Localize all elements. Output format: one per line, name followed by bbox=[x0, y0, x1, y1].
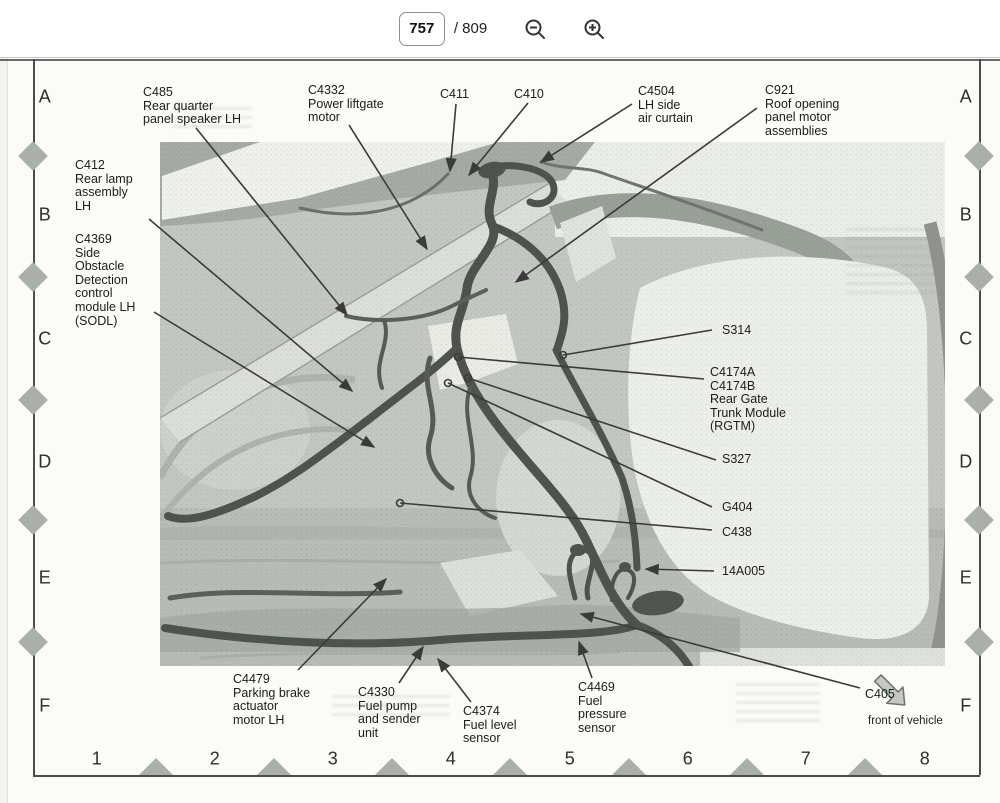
magnifier-minus-icon bbox=[524, 18, 546, 40]
callout-g404 bbox=[722, 501, 753, 515]
grid-col-label-7: 7 bbox=[800, 748, 812, 769]
grid-col-label-1: 1 bbox=[91, 748, 103, 769]
grid-col-label-3: 3 bbox=[327, 748, 339, 769]
callout-c4469 bbox=[578, 681, 627, 735]
callout-text-line: C410 bbox=[514, 87, 544, 101]
callout-14a005 bbox=[722, 565, 765, 579]
callout-c4174 bbox=[710, 366, 786, 434]
callout-text-line: sensor bbox=[578, 720, 616, 735]
callout-text-line: (SODL) bbox=[75, 313, 118, 328]
callout-text-line: Power liftgate bbox=[308, 96, 384, 111]
callout-text-line: LH side bbox=[638, 97, 681, 112]
page-navigation bbox=[399, 12, 605, 46]
grid-triangle-bottom bbox=[493, 758, 527, 775]
callout-text-line: G404 bbox=[722, 500, 753, 514]
zoom-out-button[interactable] bbox=[524, 18, 546, 40]
grid-triangle-bottom bbox=[257, 758, 291, 775]
callout-c4479 bbox=[233, 673, 310, 727]
callout-c410 bbox=[514, 88, 544, 102]
callout-text-line: C4504 bbox=[638, 84, 675, 98]
grid-row-label-right-A: A bbox=[959, 86, 973, 107]
grid-row-label-left-B: B bbox=[38, 204, 52, 225]
callout-text-line: unit bbox=[358, 725, 379, 740]
callout-text-line: actuator bbox=[233, 699, 279, 714]
callout-c485 bbox=[143, 86, 241, 127]
callout-text-line: Obstacle bbox=[75, 259, 125, 274]
callout-text-line: S327 bbox=[722, 452, 752, 466]
page-number-input[interactable] bbox=[399, 12, 445, 46]
callout-text-line: LH bbox=[75, 198, 91, 213]
callout-c4369 bbox=[75, 233, 135, 328]
grid-col-label-5: 5 bbox=[564, 748, 576, 769]
grid-row-label-left-C: C bbox=[38, 328, 52, 349]
callout-c4330 bbox=[358, 686, 421, 740]
callout-text-line: Trunk Module bbox=[710, 405, 786, 420]
grid-triangle-bottom bbox=[139, 758, 173, 775]
callout-text-line: panel speaker LH bbox=[143, 112, 241, 127]
callout-c4504 bbox=[638, 85, 693, 126]
grid-row-label-left-A: A bbox=[38, 86, 52, 107]
callout-c438 bbox=[722, 526, 752, 540]
grid-row-label-right-E: E bbox=[959, 567, 973, 588]
magnifier-plus-icon bbox=[583, 18, 605, 40]
grid-row-label-left-E: E bbox=[38, 567, 52, 588]
callout-s327 bbox=[722, 453, 751, 467]
callout-text-line: C411 bbox=[440, 87, 469, 101]
callout-text-line: C4369 bbox=[75, 232, 112, 246]
grid-row-label-left-D: D bbox=[38, 451, 52, 472]
callout-text-line: C485 bbox=[143, 85, 173, 99]
callout-text-line: air curtain bbox=[638, 111, 693, 126]
callout-text-line: sensor bbox=[463, 731, 501, 746]
bleedthrough-smudge bbox=[736, 678, 820, 722]
grid-col-label-4: 4 bbox=[445, 748, 457, 769]
callout-text-line: Parking brake bbox=[233, 685, 311, 700]
callout-text-line: Detection bbox=[75, 272, 128, 287]
callout-text-line: C412 bbox=[75, 158, 105, 172]
callout-text-line: panel motor bbox=[765, 110, 832, 125]
callout-text-line: Rear lamp bbox=[75, 171, 133, 186]
callout-text-line: Rear quarter bbox=[143, 98, 214, 113]
callout-text-line: assemblies bbox=[765, 123, 828, 138]
grid-col-label-6: 6 bbox=[682, 748, 694, 769]
bleedthrough-smudge bbox=[846, 228, 936, 294]
callout-c405 bbox=[865, 688, 895, 702]
callout-text-line: pressure bbox=[578, 707, 627, 722]
callout-text-line: C4479 bbox=[233, 672, 270, 686]
callout-text-line: Roof opening bbox=[765, 96, 840, 111]
grid-col-label-2: 2 bbox=[209, 748, 221, 769]
document-page bbox=[0, 58, 1000, 803]
callout-text-line: Side bbox=[75, 245, 101, 260]
grid-triangle-bottom bbox=[612, 758, 646, 775]
vehicle-rear-photo bbox=[0, 58, 1000, 803]
page-total-label: / 809 bbox=[453, 20, 488, 37]
callout-text-line: (RGTM) bbox=[710, 419, 756, 434]
callout-s314 bbox=[722, 324, 751, 338]
callout-c411 bbox=[440, 88, 469, 102]
callout-text-line: Fuel pump bbox=[358, 698, 418, 713]
pdf-toolbar bbox=[0, 0, 1000, 58]
callout-text-line: C4174A bbox=[710, 365, 756, 379]
callout-text-line: module LH bbox=[75, 299, 136, 314]
callout-text-line: control bbox=[75, 286, 113, 301]
callout-text-line: Fuel bbox=[578, 693, 603, 708]
callout-text-line: and sender bbox=[358, 712, 421, 727]
callout-text-line: Fuel level bbox=[463, 717, 517, 732]
callout-text-line: Rear Gate bbox=[710, 392, 768, 407]
callout-text-line: C438 bbox=[722, 525, 752, 539]
callout-text-line: motor LH bbox=[233, 712, 285, 727]
callout-text-line: C921 bbox=[765, 83, 795, 97]
grid-row-label-right-F: F bbox=[960, 695, 972, 716]
grid-triangle-bottom bbox=[730, 758, 764, 775]
callout-c921 bbox=[765, 84, 839, 138]
grid-col-label-8: 8 bbox=[919, 748, 931, 769]
photo-body bbox=[160, 98, 953, 668]
callout-text-line: motor bbox=[308, 110, 340, 125]
callout-text-line: C4469 bbox=[578, 680, 615, 694]
grid-triangle-bottom bbox=[848, 758, 882, 775]
callout-c4332 bbox=[308, 84, 384, 125]
callout-c4374 bbox=[463, 705, 517, 746]
grid-row-label-right-B: B bbox=[959, 204, 973, 225]
callout-text-line: C4330 bbox=[358, 685, 395, 699]
callout-c412 bbox=[75, 159, 133, 213]
front-of-vehicle-label: front of vehicle bbox=[868, 715, 943, 727]
grid-row-label-right-C: C bbox=[959, 328, 973, 349]
callout-text-line: C4332 bbox=[308, 83, 345, 97]
zoom-in-button[interactable] bbox=[583, 18, 605, 40]
grid-row-label-right-D: D bbox=[959, 451, 973, 472]
callout-text-line: S314 bbox=[722, 323, 752, 337]
grid-row-label-left-F: F bbox=[39, 695, 51, 716]
callout-text-line: assembly bbox=[75, 185, 128, 200]
callout-text-line: C405 bbox=[865, 687, 895, 701]
grid-triangle-bottom bbox=[375, 758, 409, 775]
callout-text-line: C4174B bbox=[710, 378, 756, 393]
callout-text-line: C4374 bbox=[463, 704, 500, 718]
callout-text-line: 14A005 bbox=[722, 564, 766, 578]
